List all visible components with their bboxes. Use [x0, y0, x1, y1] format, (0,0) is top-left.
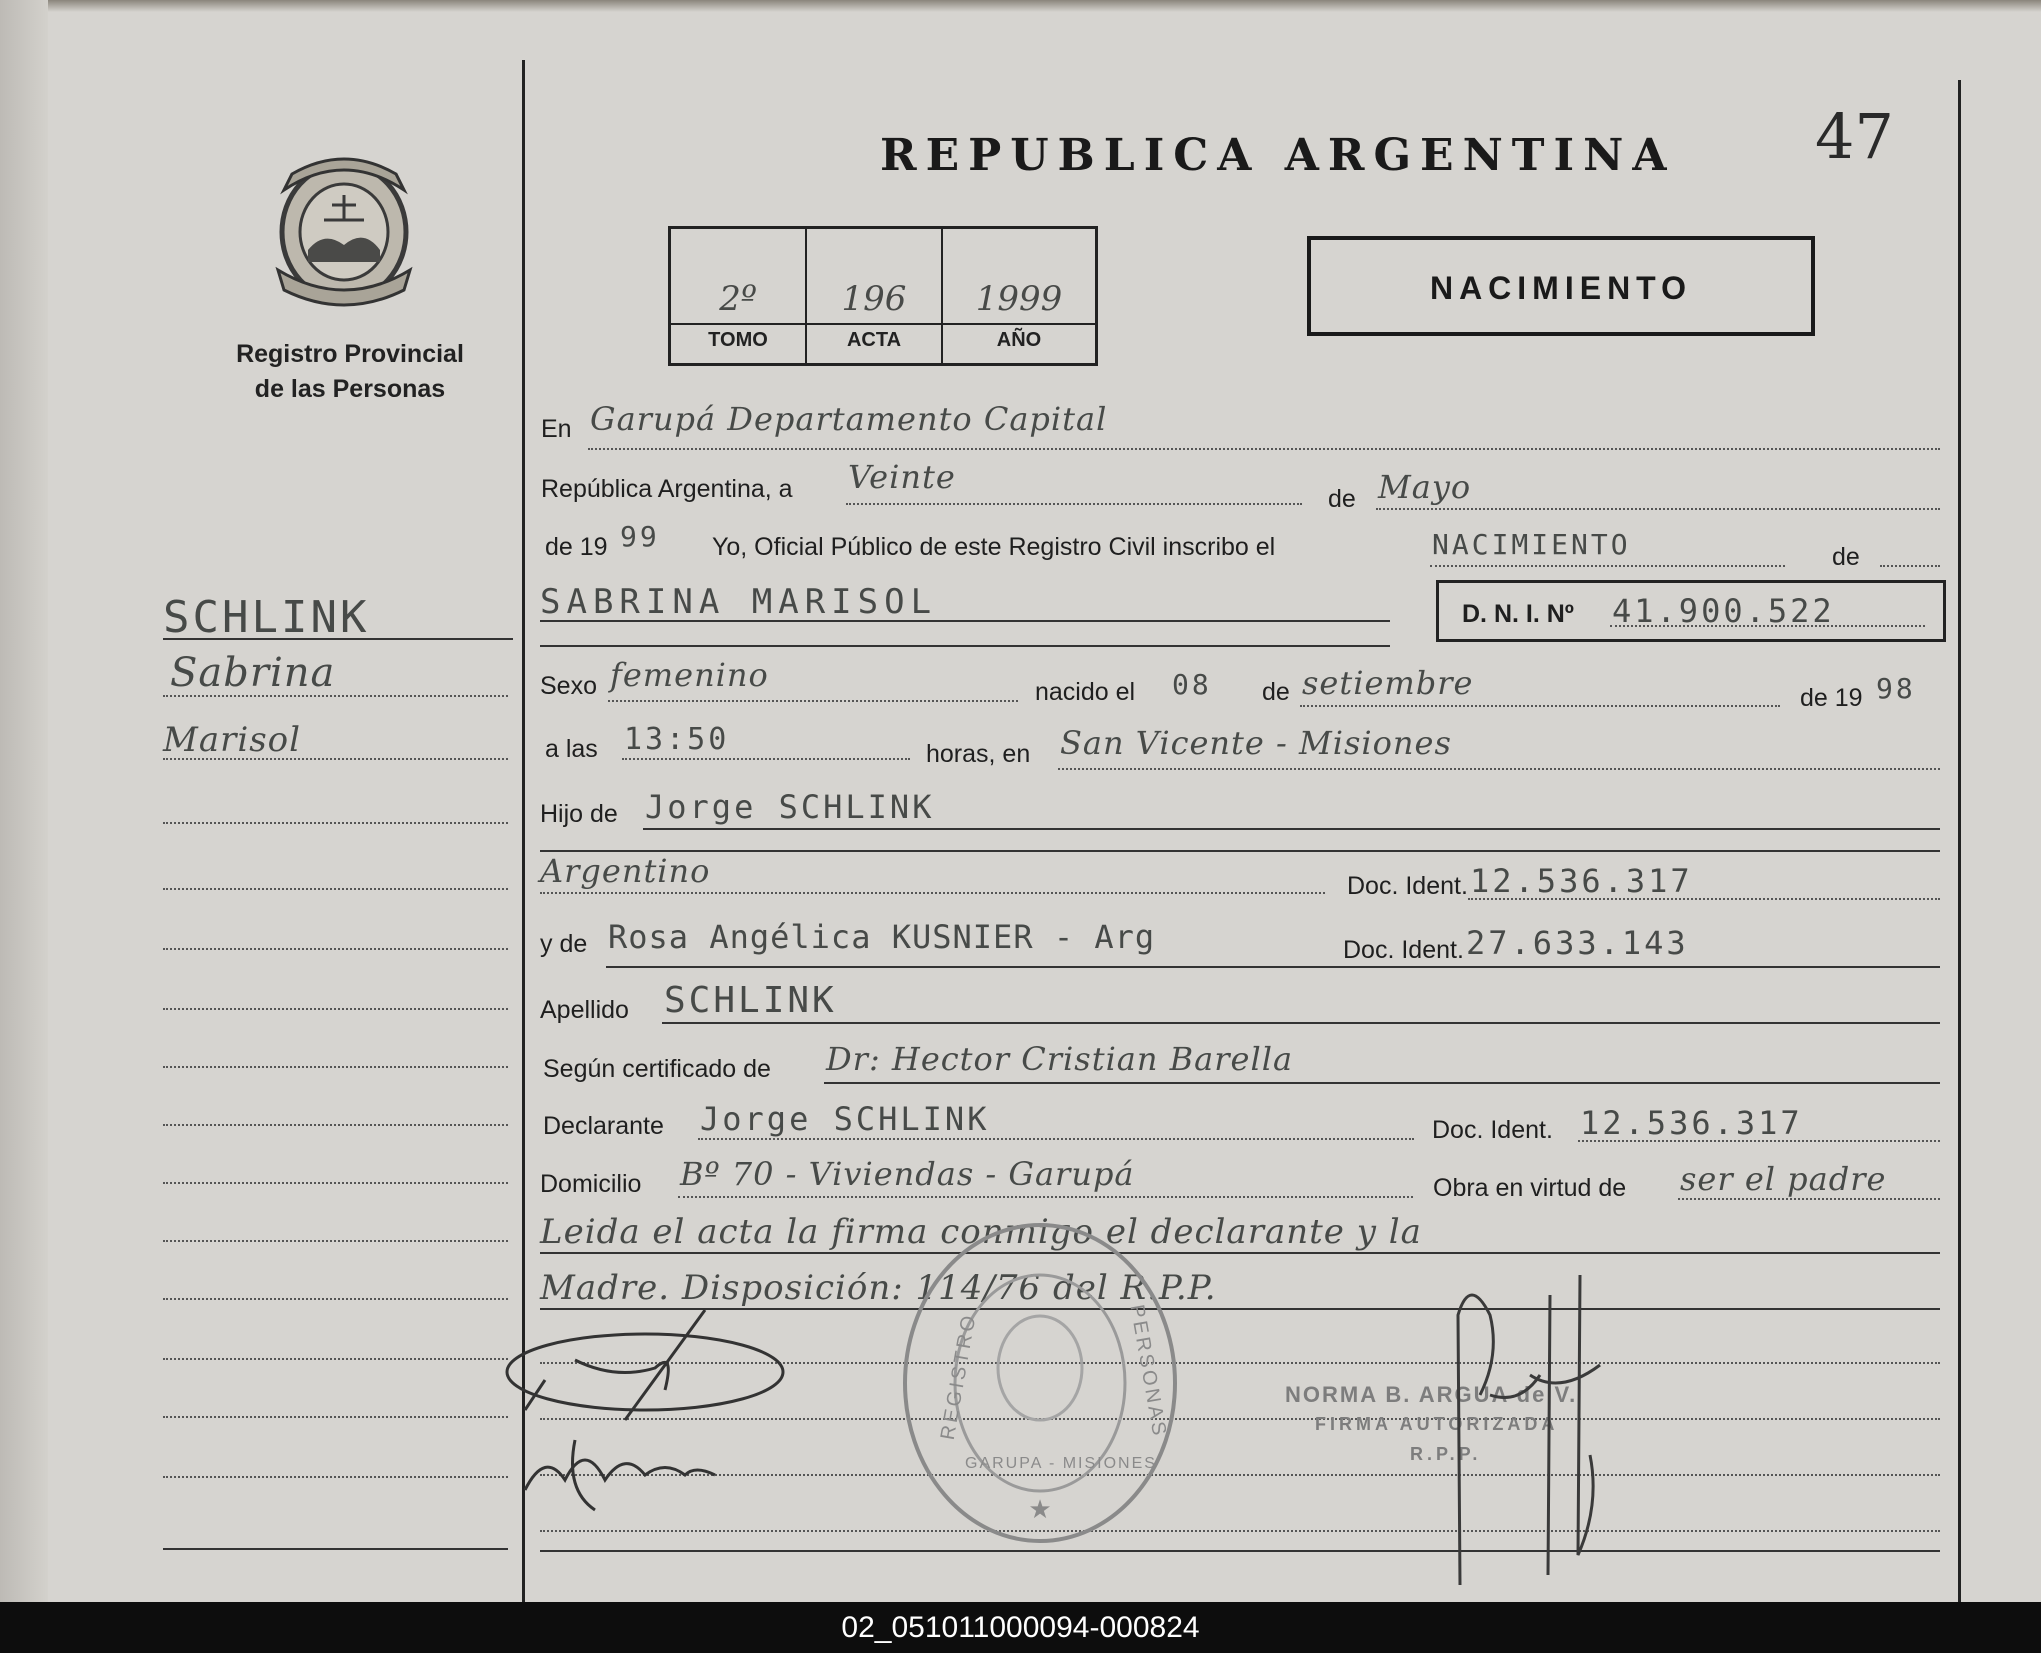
sidebar-line: [163, 1298, 508, 1300]
sidebar-line: [163, 822, 508, 824]
certificado-label: Según certificado de: [543, 1055, 771, 1083]
sidebar-line: [163, 1358, 508, 1360]
sidebar-given-name-1: Sabrina: [170, 650, 336, 696]
nacionalidad-padre-value: Argentino: [540, 852, 711, 890]
lugar-value: San Vicente - Misiones: [1060, 724, 1452, 762]
apellido-value: SCHLINK: [664, 980, 837, 1021]
nombre-bottom-rule: [540, 645, 1390, 647]
nacido-de-label: de: [1262, 678, 1290, 706]
seal-text-right: PERSONAS: [1125, 1302, 1171, 1440]
right-frame-line: [1958, 80, 1961, 1602]
page-top-edge: [0, 0, 2041, 12]
acto-value: NACIMIENTO: [1432, 528, 1631, 561]
dia-line: [846, 503, 1302, 505]
record-type-box: [1307, 236, 1815, 336]
domicilio-value: Bº 70 - Viviendas - Garupá: [680, 1155, 1135, 1193]
sidebar-line: [163, 695, 508, 697]
tomo-value: 2º: [719, 279, 757, 319]
horas-en-label: horas, en: [926, 740, 1031, 768]
sidebar-surname-line: [163, 638, 513, 640]
sidebar-line: [163, 1476, 508, 1478]
apellido-label: Apellido: [540, 996, 629, 1024]
tomo-label: TOMO: [708, 329, 768, 351]
nota-line-2: Madre. Disposición: 114/76 del R.P.P.: [540, 1268, 1217, 1308]
record-type-label: NACIMIENTO: [1429, 270, 1693, 306]
padre-bottom-rule: [540, 850, 1940, 852]
nacido-label: nacido el: [1035, 678, 1136, 706]
nacido-dia-value: 08: [1172, 668, 1212, 701]
document-title: REPUBLICA ARGENTINA: [880, 130, 1676, 181]
sidebar-line: [163, 888, 508, 890]
acta-label: ACTA: [846, 329, 902, 351]
y-de-label: y de: [540, 930, 588, 958]
dni-label: D. N. I. Nº: [1462, 600, 1574, 628]
certificado-value: Dr: Hector Cristian Barella: [826, 1040, 1294, 1078]
province-emblem: [264, 150, 424, 310]
en-label: En: [541, 415, 572, 443]
footer-code: 02_051011000094-000824: [841, 1611, 1200, 1644]
nacido-anio-prefix: de 19: [1800, 684, 1863, 712]
en-value: Garupá Departamento Capital: [590, 400, 1108, 438]
footer-code-bar: [0, 1602, 2041, 1653]
madre-doc-value: 27.633.143: [1466, 924, 1689, 962]
declarante-label: Declarante: [543, 1112, 664, 1140]
nacido-mes-value: setiembre: [1302, 664, 1474, 702]
page-number: 47: [1815, 100, 1894, 173]
nota-rule-1: [540, 1252, 1940, 1254]
sidebar-line: [163, 1416, 508, 1418]
tomo-cell: [671, 229, 807, 363]
seal-text-bottom: GARUPA - MISIONES: [965, 1455, 1157, 1472]
en-line: [588, 448, 1940, 450]
registry-label-line2: de las Personas: [254, 375, 446, 403]
certificado-line: [824, 1082, 1940, 1084]
nacido-anio-value: 98: [1876, 672, 1916, 705]
hijo-de-label: Hijo de: [540, 800, 618, 828]
madre-value: Rosa Angélica KUSNIER - Arg: [608, 918, 1156, 956]
declarante-doc-label: Doc. Ident.: [1432, 1116, 1553, 1144]
dni-value: 41.900.522: [1612, 592, 1835, 630]
declarant-signature: [505, 1290, 805, 1520]
sidebar-given-name-2: Marisol: [163, 720, 302, 760]
mes-value: Mayo: [1378, 468, 1472, 506]
acto-de-label: de: [1832, 543, 1860, 571]
tomo-separator: [671, 323, 805, 325]
officer-signature: [1430, 1255, 1650, 1600]
declarante-doc-line: [1578, 1140, 1940, 1142]
hora-value: 13:50: [624, 722, 730, 757]
hora-line: [622, 758, 910, 760]
sexo-line: [608, 700, 1018, 702]
acta-cell: [807, 229, 943, 363]
svg-text:★: ★: [1028, 1495, 1052, 1525]
blank-line: [540, 1530, 1940, 1532]
a-las-label: a las: [545, 735, 598, 763]
form-bottom-line: [540, 1550, 1940, 1552]
registry-number-box: [668, 226, 1098, 366]
anio-separator: [943, 323, 1095, 325]
nombre-line: [540, 620, 1390, 622]
sexo-label: Sexo: [540, 672, 597, 700]
registry-label: [200, 337, 500, 407]
anio-inscripcion-value: 99: [620, 520, 660, 553]
sidebar-surname: SCHLINK: [163, 592, 370, 643]
sidebar-line: [163, 1240, 508, 1242]
padre-value: Jorge SCHLINK: [645, 788, 935, 826]
obra-value: ser el padre: [1680, 1160, 1887, 1198]
sidebar-line: [163, 1066, 508, 1068]
padre-doc-value: 12.536.317: [1470, 862, 1693, 900]
padre-doc-line: [1468, 898, 1940, 900]
domicilio-label: Domicilio: [540, 1170, 642, 1198]
apellido-line: [662, 1022, 1940, 1024]
sidebar-line: [163, 758, 508, 760]
official-name-stamp: NORMA B. ARGUA de V.: [1285, 1382, 1578, 1407]
nacionalidad-padre-line: [540, 892, 1325, 894]
sidebar-line: [163, 1124, 508, 1126]
domicilio-line: [678, 1196, 1413, 1198]
seal-text-left: REGISTRO: [936, 1311, 981, 1442]
obra-label: Obra en virtud de: [1433, 1174, 1627, 1202]
declarante-doc-value: 12.536.317: [1580, 1104, 1803, 1142]
nacido-mes-line: [1300, 705, 1780, 707]
declarante-value: Jorge SCHLINK: [700, 1100, 990, 1138]
acto-line: [1430, 565, 1785, 567]
nota-line-1: Leida el acta la firma conmigo el declarante y la: [540, 1212, 1422, 1252]
sidebar-line: [163, 1182, 508, 1184]
obra-line: [1678, 1198, 1940, 1200]
acto-de-line: [1880, 565, 1940, 567]
anio-value: 1999: [975, 279, 1063, 319]
sidebar-line: [163, 1008, 508, 1010]
sidebar-line: [163, 948, 508, 950]
official-office-stamp: R.P.P.: [1410, 1444, 1482, 1464]
binding-edge: [0, 0, 48, 1602]
mes-line: [1376, 508, 1940, 510]
acta-separator: [807, 323, 941, 325]
anio-label: AÑO: [996, 329, 1042, 351]
official-title-stamp: FIRMA AUTORIZADA: [1315, 1414, 1559, 1434]
dia-value: Veinte: [848, 458, 956, 496]
padre-line: [643, 828, 1940, 830]
sexo-value: femenino: [610, 656, 769, 694]
madre-line: [606, 966, 1940, 968]
sidebar-bottom-line: [163, 1548, 508, 1550]
anio-prefix-label: de 19: [545, 533, 608, 561]
dni-line: [1610, 625, 1925, 627]
declarante-line: [698, 1138, 1414, 1140]
lugar-line: [1058, 768, 1940, 770]
anio-cell: [943, 229, 1095, 363]
registry-label-line1: Registro Provincial: [236, 340, 464, 368]
oficial-text: Yo, Oficial Público de este Registro Civil inscribo el: [712, 533, 1276, 561]
nombre-value: SABRINA MARISOL: [540, 582, 938, 622]
madre-doc-label: Doc. Ident.: [1343, 936, 1464, 964]
republica-label: República Argentina, a: [541, 475, 793, 503]
mes-de-label: de: [1328, 485, 1356, 513]
padre-doc-label: Doc. Ident.: [1347, 872, 1468, 900]
acta-value: 196: [841, 279, 907, 319]
